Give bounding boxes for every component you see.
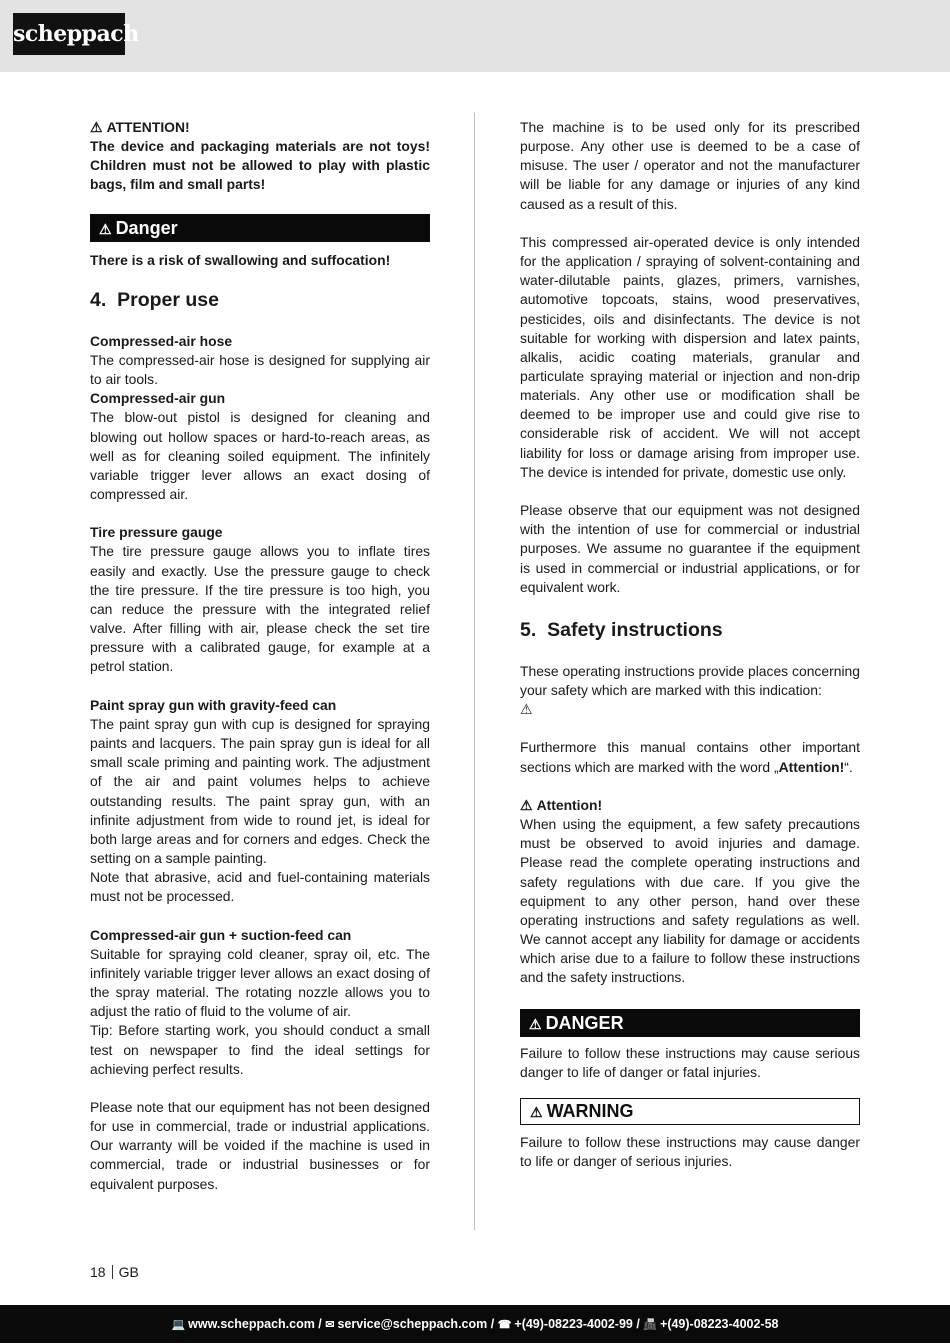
attention-text-right: When using the equipment, a few safety precautions must be observed to avoid injuries and damage. Please read the complete operating instructions and safety regulations with due care. If you give the equipment to any other person, hand over these operating instructions and safety regulations as well. We cannot accept any liability for damage or accidents which arise due to a failure to follow these instructions and the safety instructions. <box>520 816 860 986</box>
tire-text: The tire pressure gauge allows you to inflate tires easily and exactly. Use the pressure gauge to check the tire pressure. If the tire pressure is too high, you can reduce the pressure with the integrated relief valve. After filling with air, please check the set tire pressure with a calibrated gauge, for example at a petrol station. <box>90 543 430 675</box>
warning-triangle-icon: ⚠ <box>90 119 103 135</box>
brand-logo: scheppach <box>13 13 125 55</box>
mail-icon: ✉ <box>325 1319 335 1331</box>
warning-triangle-icon: ⚠ <box>520 701 533 718</box>
purpose-text: The machine is to be used only for its prescribed purpose. Any other use is deemed to be a case of misuse. The user / operator and not the manufacturer will be liable for any damage or injuries of any kind caused as a result of this. <box>520 119 860 212</box>
attention-text: The device and packaging materials are not toys! Children must not be allowed to play with plastic bags, film and small parts! <box>90 138 430 193</box>
manual-text: Furthermore this manual contains other important sections which are marked with the word „Attention!“. <box>520 739 860 775</box>
left-column <box>90 118 430 1194</box>
footer-fax: +(49)-08223-4002-58 <box>660 1317 779 1331</box>
section-heading-proper-use: 4. Proper use <box>90 288 219 311</box>
page-number: 18 GB <box>90 1264 139 1280</box>
danger-bar: ⚠ Danger <box>90 214 430 242</box>
danger-label-text: Failure to follow these instructions may cause serious danger to life of danger or fatal injuries. <box>520 1044 860 1080</box>
paint-note: Note that abrasive, acid and fuel-containing materials must not be processed. <box>90 869 430 905</box>
tire-heading: Tire pressure gauge <box>90 524 223 541</box>
page-header <box>0 0 950 72</box>
warning-triangle-icon: ⚠ <box>99 220 112 237</box>
warning-triangle-icon: ⚠ <box>530 1103 543 1120</box>
attention-heading-right: ⚠ Attention! <box>520 796 603 813</box>
paint-text: The paint spray gun with cup is designed for spraying paints and lacquers. The pain spray gun is ideal for all small scale priming and painting work. The adjustment of the air and paint volumes helps to achieve outstanding results. The paint spray gun, with an infinite adjustment from wide to round jet, is ideal for both large areas and for corners and edges. Check the setting on a sample painting. <box>90 715 430 866</box>
computer-icon: 💻 <box>171 1319 186 1331</box>
warning-label-text: Failure to follow these instructions may cause danger to life or danger of serious injuries. <box>520 1133 860 1169</box>
hose-text: The compressed-air hose is designed for supplying air to air tools. <box>90 351 430 388</box>
device-text: This compressed air-operated device is only intended for the application / spraying of solvent-containing and water-dilutable paints, glazes, primers, varnishes, automotive topcoats, stains, wood preservatives, pesticides, oils and disinfectants. The device is not suitable for working with dispersion and latex paints, alkalis, acidic coating materials, granular and particulate spraying material or injection and non-drip materials. Any other use or modification shall be deemed to be improper use and could give rise to considerable risk of accident. We will not accept liability for loss or damage arising from improper use. The device is intended for private, domestic use only. <box>520 233 860 480</box>
footer-email-link[interactable]: service@scheppach.com / <box>337 1317 495 1331</box>
right-column <box>520 118 860 1171</box>
gun-text: The blow-out pistol is designed for cleaning and blowing out hollow spaces or hard-to-reach areas, as well as for cleaning soiled equipment. The infinitely variable trigger lever allows an exact dosing of compressed air. <box>90 409 430 503</box>
danger-label-bar: ⚠ DANGER <box>520 1009 860 1037</box>
hose-heading: Compressed-air hose <box>90 332 233 349</box>
column-divider <box>474 113 475 1230</box>
warning-label-bar: ⚠ WARNING <box>520 1098 860 1125</box>
page-footer <box>0 1305 950 1343</box>
footer-phone: +(49)-08223-4002-99 / <box>514 1317 640 1331</box>
section-heading-safety: 5. Safety instructions <box>520 618 723 641</box>
warning-triangle-icon: ⚠ <box>520 796 533 813</box>
phone-icon: ☎ <box>497 1319 512 1331</box>
warning-triangle-icon: ⚠ <box>529 1015 542 1032</box>
danger-text: There is a risk of swallowing and suffocation! <box>90 251 391 268</box>
suction-tip: Tip: Before starting work, you should conduct a small test on newspaper to find the ideal settings for achieving perfect results. <box>90 1022 430 1077</box>
fax-icon: 📠 <box>643 1319 658 1331</box>
warranty-text: Please note that our equipment has not been designed for use in commercial, trade or industrial applications. Our warranty will be voided if the machine is used in commercial, trade or industrial businesses or for equivalent purposes. <box>90 1098 430 1192</box>
commercial-text: Please observe that our equipment was not designed with the intention of use for commercial or industrial purposes. We assume no guarantee if the equipment is used in commercial or industrial applications, or for equivalent work. <box>520 502 860 595</box>
paint-heading: Paint spray gun with gravity-feed can <box>90 696 337 713</box>
safety-intro-text: These operating instructions provide places concerning your safety which are marked with this indication: ⚠ <box>520 662 860 718</box>
suction-text: Suitable for spraying cold cleaner, spray oil, etc. The infinitely variable trigger lever allows an exact dosing of the spray material. The rotating nozzle allows you to adjust the ratio of fluid to the volume of air. <box>90 945 430 1020</box>
attention-heading: ⚠ ATTENTION! <box>90 119 190 135</box>
gun-heading: Compressed-air gun <box>90 390 226 407</box>
footer-web-link[interactable]: www.scheppach.com / <box>188 1317 322 1331</box>
suction-heading: Compressed-air gun + suction-feed can <box>90 926 352 943</box>
